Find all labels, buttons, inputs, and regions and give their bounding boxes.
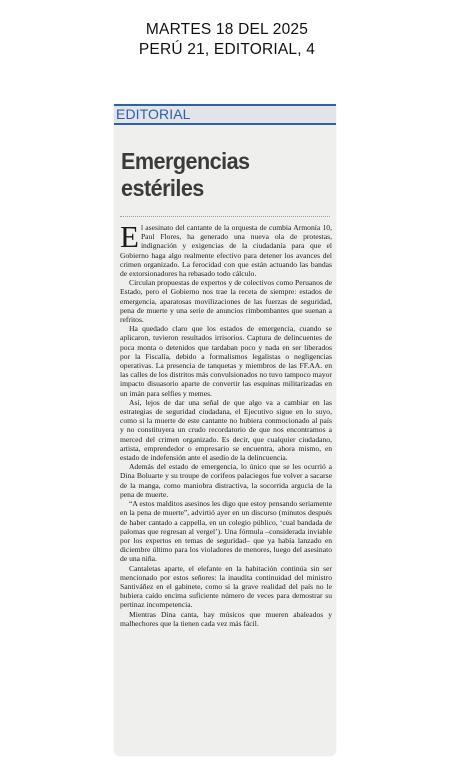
paragraph-7: Cantaletas aparte, el elefante en la habitación continúa sin ser mencionado por estos señores: la inaudita continuidad del ministro Santiváñez en el gabinete, como si la grave realidad del país no le hubiera caído encima suficiente número de veces para demostrar su pertinaz incompetencia. xyxy=(120,563,332,610)
date-line: MARTES 18 DEL 2025 xyxy=(145,21,309,38)
title-line-2: estériles xyxy=(121,175,204,201)
paragraph-4: Así, lejos de dar una señal de que algo va a cambiar en las estrategias de seguridad ciudadana, el Ejecutivo sigue en lo suyo, como si la muerte de este cantante no hubiera conmocionado al país y no constituyera un crudo recordatorio de que nos encontramos a merced del crimen organizado. Es decir, que cualquier ciudadano, artista, emprendedor o empresario se encuentra, ahora mismo, en estado de indefensión ante el asedio de la delincuencia. xyxy=(120,397,332,463)
title-line-1: Emergencias xyxy=(121,148,250,174)
section-bar xyxy=(114,104,336,125)
paragraph-2: Circulan propuestas de expertos y de colectivos como Peruanos de Estado, pero el Gobierno nos trae la receta de siempre: estados de emergencia, aparatosas movilizaciones de las fuerzas de seguridad, pena de muerte y una serie de anuncios rimbombantes que suenan a refritos. xyxy=(120,278,332,325)
paragraph-1: El asesinato del cantante de la orquesta de cumbia Armonía 10, Paul Flores, ha generado una nueva ola de protestas, indignación y exigencias de la ciudadanía para que el Gobierno haga algo realmente efectivo para detener los avances del crimen organizado. La ferocidad con que están actuando las bandas de extorsionadores ha rebasado todo cálculo. xyxy=(120,219,332,279)
source-line: PERÚ 21, EDITORIAL, 4 xyxy=(138,41,316,58)
title-divider xyxy=(120,216,330,217)
section-label: EDITORIAL xyxy=(116,106,191,122)
article-title xyxy=(121,148,319,202)
drop-cap: E xyxy=(120,219,139,254)
paragraph-5: Además del estado de emergencia, lo único que se les ocurrió a Dina Boluarte y su troupe de corifeos palaciegos fue volver a sacarse de la manga, como maniobra distractiva, la socorrida argucia de la pena de muerte. xyxy=(120,462,332,499)
newspaper-clipping xyxy=(114,104,336,756)
paragraph-3: Ha quedado claro que los estados de emergencia, cuando se aplicaron, tuvieron resultados irrisorios. Captura de delincuentes de poca monta o detenidos que tardaban poco y nada en ser liberados por la Fiscalía, debido a formalismos legalistas o negligencias operativas. La presencia de tanquetas y miembros de las FF.AA. en las calles de los distritos más convulsionados no tuvo tampoco mayor impacto disuasorio aparte de convertir las esquinas militarizadas en un imán para selfies y memes. xyxy=(120,324,332,398)
article-body xyxy=(120,219,332,628)
paragraph-8: Mientras Dina canta, hay músicos que mueren abaleados y malhechores que la tienen cada vez más fácil. xyxy=(120,609,332,628)
clipping-header xyxy=(0,20,454,60)
paragraph-6: “A estos malditos asesinos les digo que estoy pensando seriamente en la pena de muerte”, advirtió ayer en un discurso (minutos después de haber cantado a cappella, en un colegio público, ‘cual bandada de palomas que regresan al vergel’). Una fórmula –considerada inviable por los expertos en temas de seguridad– que ya había lanzado en diciembre último para los violadores de menores, luego del asesinato de una niña. xyxy=(120,499,332,564)
